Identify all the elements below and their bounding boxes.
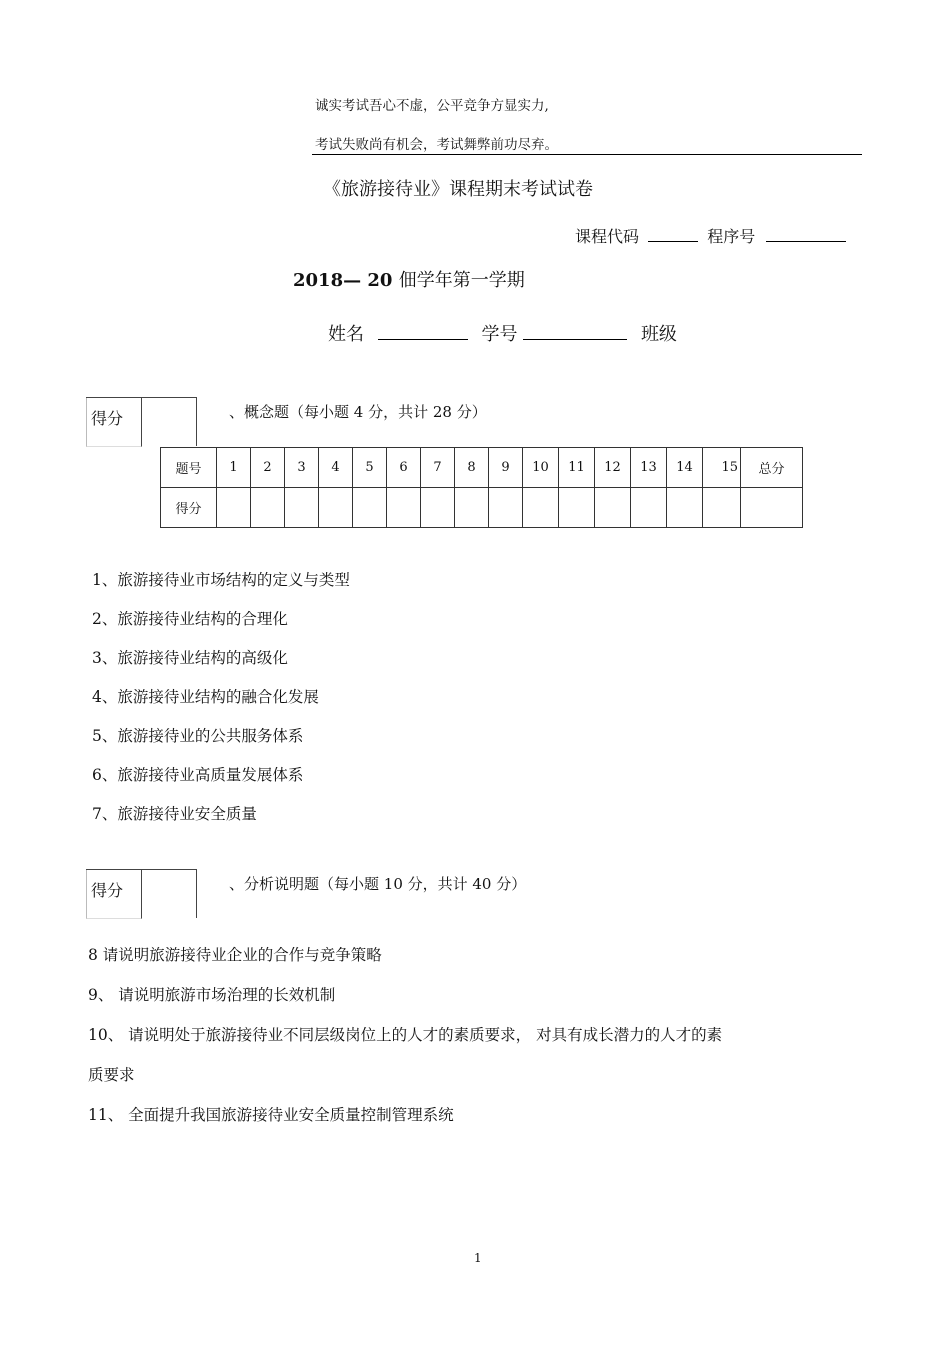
- question-10-line-2: 质要求: [88, 1066, 135, 1084]
- score-cell[interactable]: [217, 488, 251, 528]
- question-number-cell: 12: [595, 448, 631, 488]
- section2-score-label: 得分: [91, 881, 124, 900]
- section2-score-box: [86, 869, 197, 918]
- question-number-cell: 14: [667, 448, 703, 488]
- section2-heading: 、分析说明题（每小题 10 分，共计 40 分）: [229, 875, 527, 893]
- question-5: 5、旅游接待业的公共服务体系: [92, 727, 304, 745]
- section1-score-label-cell: [86, 398, 142, 447]
- course-code-blank: [648, 227, 698, 242]
- student-id-label: 学号: [481, 324, 518, 345]
- score-cell[interactable]: [667, 488, 703, 528]
- question-number-cell: 4: [319, 448, 353, 488]
- question-number-cell: 15: [703, 448, 741, 488]
- question-number-cell: 6: [387, 448, 421, 488]
- score-cell[interactable]: [251, 488, 285, 528]
- question-number-label: 题号: [161, 448, 217, 488]
- term-rest: 佃学年第一学期: [398, 270, 525, 291]
- question-number-cell: 9: [489, 448, 523, 488]
- section1-score-label: 得分: [91, 409, 124, 428]
- course-code-label: 课程代码: [575, 227, 640, 246]
- question-number-cell: 1: [217, 448, 251, 488]
- question-6: 6、旅游接待业高质量发展体系: [92, 766, 304, 784]
- name-label: 姓名: [328, 324, 364, 345]
- score-cell[interactable]: [285, 488, 319, 528]
- total-score-cell[interactable]: [741, 488, 803, 528]
- score-cell[interactable]: [319, 488, 353, 528]
- question-number-cell: 5: [353, 448, 387, 488]
- question-7: 7、旅游接待业安全质量: [92, 805, 257, 823]
- exam-title: 《旅游接待业》课程期末考试试卷: [323, 179, 593, 200]
- question-number-cell: 3: [285, 448, 319, 488]
- term-line: [293, 266, 525, 292]
- motto-line-2: 考试失败尚有机会，考试舞弊前功尽弃。: [315, 137, 558, 153]
- score-cell[interactable]: [631, 488, 667, 528]
- name-blank: [378, 325, 468, 340]
- question-number-cell: 8: [455, 448, 489, 488]
- student-id-blank: [523, 325, 627, 340]
- question-4: 4、旅游接待业结构的融合化发展: [92, 688, 319, 706]
- course-meta: [575, 224, 846, 247]
- score-cell[interactable]: [523, 488, 559, 528]
- term-year: 2018— 20: [293, 270, 393, 291]
- program-label: 程序号: [707, 227, 756, 246]
- score-cell[interactable]: [455, 488, 489, 528]
- question-number-cell: 13: [631, 448, 667, 488]
- score-cell[interactable]: [387, 488, 421, 528]
- section2-score-label-cell: [86, 870, 142, 919]
- score-cell[interactable]: [489, 488, 523, 528]
- score-table-score-row: [161, 488, 803, 528]
- class-label: 班级: [640, 324, 677, 345]
- score-table-header-row: [161, 448, 803, 488]
- question-number-cell: 2: [251, 448, 285, 488]
- score-cell[interactable]: [421, 488, 455, 528]
- question-8: 8 请说明旅游接待业企业的合作与竞争策略: [88, 946, 382, 964]
- score-row-label: 得分: [161, 488, 217, 528]
- question-9: 9、 请说明旅游市场治理的长效机制: [88, 986, 336, 1004]
- program-blank: [766, 227, 846, 242]
- total-label: 总分: [741, 448, 803, 488]
- question-number-cell: 11: [559, 448, 595, 488]
- question-2: 2、旅游接待业结构的合理化: [92, 610, 288, 628]
- page-number: 1: [474, 1251, 482, 1265]
- question-number-cell: 10: [523, 448, 559, 488]
- student-info: [328, 320, 677, 346]
- score-cell[interactable]: [703, 488, 741, 528]
- section1-heading: 、概念题（每小题 4 分，共计 28 分）: [229, 403, 487, 421]
- score-table: [160, 447, 803, 528]
- motto-line-1: 诚实考试吾心不虚，公平竞争方显实力,: [315, 98, 549, 114]
- score-cell[interactable]: [353, 488, 387, 528]
- motto-divider: [312, 154, 862, 155]
- question-number-cell: 7: [421, 448, 455, 488]
- question-11: 11、 全面提升我国旅游接待业安全质量控制管理系统: [88, 1106, 454, 1124]
- question-10-line-1: 10、 请说明处于旅游接待业不同层级岗位上的人才的素质要求， 对具有成长潜力的人才的素: [88, 1026, 723, 1044]
- score-cell[interactable]: [595, 488, 631, 528]
- question-3: 3、旅游接待业结构的高级化: [92, 649, 288, 667]
- section1-score-box: [86, 397, 197, 446]
- score-cell[interactable]: [559, 488, 595, 528]
- question-1: 1、旅游接待业市场结构的定义与类型: [92, 571, 350, 589]
